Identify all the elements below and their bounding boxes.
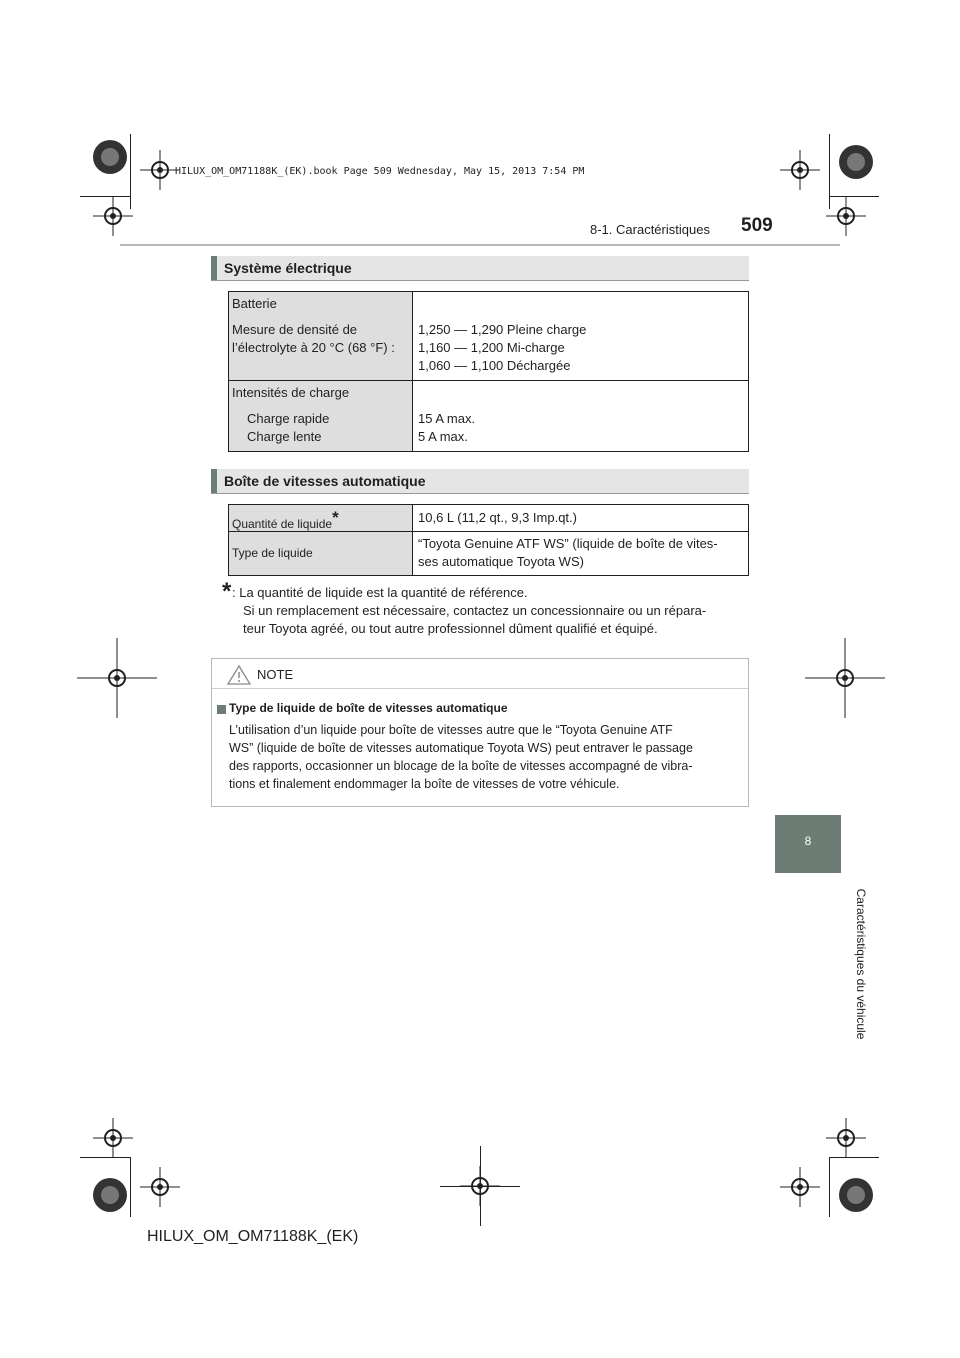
footnote-star: * bbox=[332, 508, 339, 527]
fluid-quantity-value: 10,6 L (11,2 qt., 9,3 Imp.qt.) bbox=[418, 510, 577, 525]
crosshair-icon bbox=[140, 1167, 180, 1207]
note-heading: Type de liquide de boîte de vitesses automatique bbox=[229, 701, 508, 715]
warning-icon bbox=[226, 664, 252, 686]
section-title: Système électrique bbox=[224, 260, 352, 276]
note-text-line: WS” (liquide de boîte de vitesses automatique Toyota WS) peut entraver le passage bbox=[229, 741, 693, 755]
note-text-line: des rapports, occasionner un blocage de la boîte de vitesses accompagné de vibra- bbox=[229, 759, 693, 773]
crosshair-icon bbox=[140, 150, 180, 190]
density-label: Mesure de densité de bbox=[232, 322, 358, 337]
header-rule bbox=[120, 244, 840, 246]
transmission-table bbox=[228, 504, 749, 576]
book-info: HILUX_OM_OM71188K_(EK).book Page 509 Wednesday, May 15, 2013 7:54 PM bbox=[175, 166, 585, 177]
crosshair-icon bbox=[826, 196, 866, 236]
bullet-square-icon bbox=[217, 705, 226, 714]
label-cell bbox=[229, 532, 413, 575]
density-value: 1,060 — 1,100 Déchargée bbox=[418, 358, 571, 373]
note-box bbox=[211, 658, 749, 807]
crosshair-icon bbox=[826, 1118, 866, 1158]
fluid-quantity-label bbox=[232, 509, 339, 533]
fluid-quantity-text: Quantité de liquide bbox=[232, 517, 333, 531]
document-code: HILUX_OM_OM71188K_(EK) bbox=[147, 1228, 359, 1245]
registration-mark-icon bbox=[836, 1175, 876, 1215]
note-text-line: L’utilisation d’un liquide pour boîte de vitesses autre que le “Toyota Genuine ATF bbox=[229, 723, 673, 737]
battery-label: Batterie bbox=[232, 296, 277, 311]
crosshair-icon bbox=[780, 150, 820, 190]
electrical-table bbox=[228, 291, 749, 452]
table-row bbox=[229, 292, 748, 381]
note-separator bbox=[212, 688, 748, 689]
density-value: 1,160 — 1,200 Mi-charge bbox=[418, 340, 565, 355]
note-title: NOTE bbox=[257, 667, 294, 682]
section-heading-electrical bbox=[211, 256, 749, 281]
chapter-label: Caractéristiques du véhicule bbox=[854, 888, 868, 1040]
table-row bbox=[229, 532, 748, 575]
registration-mark-icon bbox=[90, 137, 130, 177]
page-number: 509 bbox=[741, 215, 773, 236]
slow-charge-value: 5 A max. bbox=[418, 429, 468, 444]
heading-bar bbox=[211, 256, 217, 280]
note-text-line: tions et finalement endommager la boîte de vitesses de votre véhicule. bbox=[229, 777, 620, 791]
crosshair-icon bbox=[77, 638, 157, 718]
density-label: l’électrolyte à 20 °C (68 °F) : bbox=[232, 340, 395, 355]
chapter-tab bbox=[775, 815, 841, 873]
crosshair-icon bbox=[460, 1166, 500, 1206]
label-cell bbox=[229, 292, 413, 380]
crosshair-icon bbox=[93, 196, 133, 236]
table-row bbox=[229, 505, 748, 532]
section-heading-transmission bbox=[211, 469, 749, 494]
fluid-type-value: “Toyota Genuine ATF WS” (liquide de boîte de vites- bbox=[418, 536, 718, 551]
chapter-number: 8 bbox=[804, 834, 812, 848]
heading-bar bbox=[211, 469, 217, 493]
footnote-line: : La quantité de liquide est la quantité de référence. bbox=[232, 585, 528, 600]
footnote-star: * bbox=[222, 578, 232, 605]
registration-mark-icon bbox=[836, 142, 876, 182]
label-cell bbox=[229, 381, 413, 451]
charge-label: Intensités de charge bbox=[232, 385, 350, 400]
quick-charge-label: Charge rapide bbox=[247, 411, 330, 426]
footnote-line: Si un remplacement est nécessaire, contactez un concessionnaire ou un répara- bbox=[243, 603, 707, 618]
label-cell bbox=[229, 505, 413, 531]
slow-charge-label: Charge lente bbox=[247, 429, 322, 444]
crosshair-icon bbox=[805, 638, 885, 718]
crosshair-icon bbox=[780, 1167, 820, 1207]
fluid-type-value: ses automatique Toyota WS) bbox=[418, 554, 584, 569]
registration-mark-icon bbox=[90, 1175, 130, 1215]
crosshair-icon bbox=[93, 1118, 133, 1158]
footnote-line: teur Toyota agréé, ou tout autre professionnel dûment qualifié et équipé. bbox=[243, 621, 658, 636]
fluid-type-label: Type de liquide bbox=[232, 546, 313, 560]
density-value: 1,250 — 1,290 Pleine charge bbox=[418, 322, 587, 337]
section-reference: 8-1. Caractéristiques bbox=[590, 222, 710, 237]
quick-charge-value: 15 A max. bbox=[418, 411, 476, 426]
table-row bbox=[229, 381, 748, 451]
section-title: Boîte de vitesses automatique bbox=[224, 473, 426, 489]
